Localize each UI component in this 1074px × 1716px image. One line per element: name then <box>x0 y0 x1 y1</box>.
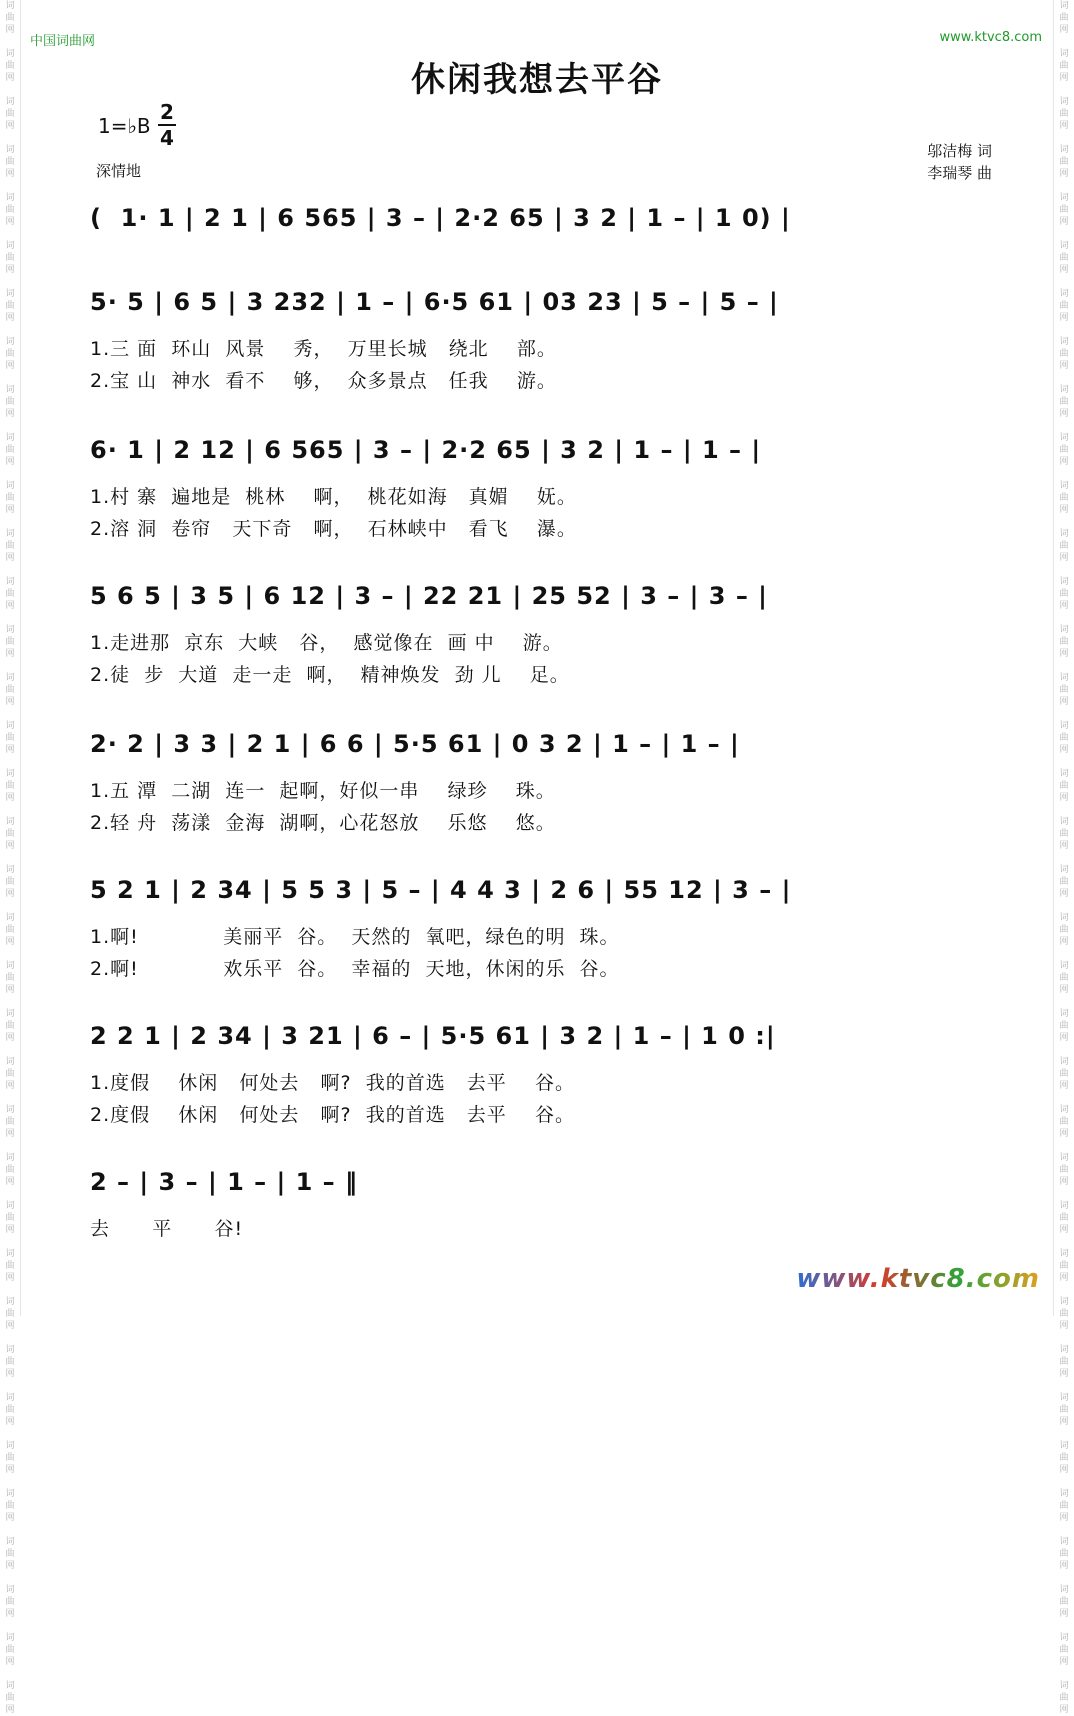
right-margin-watermark: 词 曲 网 词 曲 网 词 曲 网 词 曲 网 词 曲 网 词 曲 网 词 曲 网 词 曲 网 词 曲 网 词 曲 网 词 曲 网 词 曲 网 词 曲 网 词 曲 网 词 曲 网 词 曲 网 词 曲 网 词 曲 网 词 曲 网 词 曲 网 词 曲 网 词 曲 网 词 曲 网 词 曲 网 词 曲 网 词 曲 网 词 曲 网 词 曲 网 词 曲 网 词 曲 网 词 曲 网 词 曲 网 词 曲 网 词 曲 网 词 曲 网 词 曲 网 <box>1053 0 1074 1316</box>
lyric-verse-1: 1.啊! 美丽平 谷。 天然的 氧吧，绿色的明 珠。 <box>90 926 620 948</box>
notation-row: 5 2 1 | 2 34 | 5 5 3 | 5 – | 4 4 3 | 2 6 | 55 12 | 3 – | <box>90 876 792 904</box>
notation-row: 2 – | 3 – | 1 – | 1 – ‖ <box>90 1168 359 1196</box>
lyric-verse-1: 1.五 潭 二湖 连一 起啊，好似一串 绿珍 珠。 <box>90 780 556 802</box>
lyric-verse-1: 1.度假 休闲 何处去 啊? 我的首选 去平 谷。 <box>90 1072 575 1094</box>
meter-bottom: 4 <box>158 124 176 150</box>
meter-top: 2 <box>160 100 174 124</box>
lyric-verse-1: 1.村 寨 遍地是 桃林 啊， 桃花如海 真媚 妩。 <box>90 486 577 508</box>
lyric-verse-2: 2.轻 舟 荡漾 金海 湖啊，心花怒放 乐悠 悠。 <box>90 812 556 834</box>
lyric-verse-2: 2.溶 洞 卷帘 天下奇 啊， 石林峡中 看飞 瀑。 <box>90 518 577 540</box>
site-name-link[interactable]: 中国词曲网 <box>30 34 96 49</box>
site-logo[interactable]: www.ktvc8.com <box>796 1264 1040 1294</box>
lyric-verse-2: 2.度假 休闲 何处去 啊? 我的首选 去平 谷。 <box>90 1104 575 1126</box>
left-margin-watermark: 词 曲 网 词 曲 网 词 曲 网 词 曲 网 词 曲 网 词 曲 网 词 曲 网 词 曲 网 词 曲 网 词 曲 网 词 曲 网 词 曲 网 词 曲 网 词 曲 网 词 曲 网 词 曲 网 词 曲 网 词 曲 网 词 曲 网 词 曲 网 词 曲 网 词 曲 网 词 曲 网 词 曲 网 词 曲 网 词 曲 网 词 曲 网 词 曲 网 词 曲 网 词 曲 网 词 曲 网 词 曲 网 词 曲 网 词 曲 网 词 曲 网 词 曲 网 <box>0 0 21 1316</box>
composer: 李瑞琴 曲 <box>927 164 992 182</box>
lyric-verse-2: 2.宝 山 神水 看不 够， 众多景点 任我 游。 <box>90 370 557 392</box>
notation-row: 2· 2 | 3 3 | 2 1 | 6 6 | 5·5 61 | 0 3 2 | 1 – | 1 – | <box>90 730 740 758</box>
site-url-link[interactable]: www.ktvc8.com <box>939 30 1042 45</box>
tempo-marking: 深情地 <box>96 162 142 180</box>
lyric-verse-1: 1.走进那 京东 大峡 谷， 感觉像在 画 中 游。 <box>90 632 563 654</box>
lyricist: 邬洁梅 词 <box>927 142 992 160</box>
notation-row: 5 6 5 | 3 5 | 6 12 | 3 – | 22 21 | 25 52 | 3 – | 3 – | <box>90 582 768 610</box>
lyric-verse-2: 2.徒 步 大道 走一走 啊， 精神焕发 劲 儿 足。 <box>90 664 570 686</box>
song-title: 休闲我想去平谷 <box>411 60 663 100</box>
notation-row: 5· 5 | 6 5 | 3 232 | 1 – | 6·5 61 | 03 23 | 5 – | 5 – | <box>90 288 779 316</box>
time-signature <box>158 100 176 150</box>
notation-row: ( 1· 1 | 2 1 | 6 565 | 3 – | 2·2 65 | 3 2 | 1 – | 1 0) | <box>90 204 791 232</box>
key-signature: 1=♭B <box>98 114 151 138</box>
notation-row: 6· 1 | 2 12 | 6 565 | 3 – | 2·2 65 | 3 2 | 1 – | 1 – | <box>90 436 762 464</box>
lyric-verse-2: 2.啊! 欢乐平 谷。 幸福的 天地，休闲的乐 谷。 <box>90 958 620 980</box>
lyric-ending: 去 平 谷! <box>90 1218 244 1240</box>
notation-row: 2 2 1 | 2 34 | 3 21 | 6 – | 5·5 61 | 3 2 | 1 – | 1 0 :| <box>90 1022 776 1050</box>
lyric-verse-1: 1.三 面 环山 风景 秀， 万里长城 绕北 部。 <box>90 338 557 360</box>
